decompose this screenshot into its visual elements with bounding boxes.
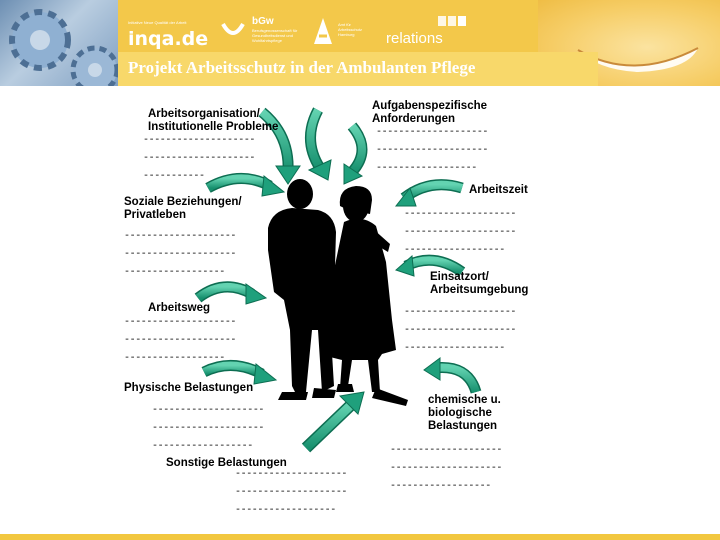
couple-silhouette [268,179,408,406]
dashes-soziale-2: -------------------- [124,249,237,260]
dashes-einsatzort-3: ------------------ [404,343,505,354]
dashes-chemische-2: -------------------- [390,463,503,474]
arrow-soziale [208,176,284,196]
dashes-einsatzort-2: -------------------- [404,325,517,336]
arrow-aufgaben-right [344,126,362,184]
label-arbeitszeit: Arbeitszeit [469,184,528,196]
dashes-physische-3: ------------------ [152,441,253,452]
arrow-aufgaben [309,110,331,180]
dashes-arbeitsorganisation-1: -------------------- [143,135,256,146]
dashes-sonstige-1: -------------------- [235,469,348,480]
arrow-arbeitsweg [198,284,266,304]
dashes-arbeitsweg-1: -------------------- [124,317,237,328]
bgw-logo: bGw [252,16,274,27]
label-chemische: chemische u. biologische Belastungen [428,394,501,432]
dashes-physische-2: -------------------- [152,423,265,434]
dashes-physische-1: -------------------- [152,405,265,416]
label-arbeitsorganisation: Arbeitsorganisation/ Institutionelle Probleme [148,108,279,133]
arrow-physische [204,364,276,384]
bgw-logo-subtitle: Berufsgenossenschaft für Gesundheitsdienst und Wohlfahrtspflege [252,28,298,43]
dashes-aufgaben-1: -------------------- [376,127,489,138]
label-sonstige: Sonstige Belastungen [166,457,287,469]
dashes-arbeitsweg-3: ------------------ [124,353,225,364]
dashes-arbeitsorganisation-3: ----------- [143,171,205,182]
arrow-sonstige [306,392,364,448]
dashes-sonstige-3: ------------------ [235,505,336,516]
dashes-arbeitszeit-3: ------------------ [404,245,505,256]
arrow-chemische [424,358,476,392]
label-arbeitsweg: Arbeitsweg [148,302,210,314]
arrow-arbeitszeit [396,185,462,206]
dashes-sonstige-2: -------------------- [235,487,348,498]
dashes-arbeitszeit-1: -------------------- [404,209,517,220]
footer-bar [0,534,720,540]
dashes-aufgaben-3: ------------------ [376,163,477,174]
dashes-aufgaben-2: -------------------- [376,145,489,156]
page-title: Projekt Arbeitsschutz in der Ambulanten Pflege [128,58,476,77]
relations-logo: relations [386,30,443,47]
dashes-arbeitsweg-2: -------------------- [124,335,237,346]
inqa-logo: inqa.de [128,28,209,50]
dashes-einsatzort-1: -------------------- [404,307,517,318]
label-soziale: Soziale Beziehungen/ Privatleben [124,196,242,221]
amt-logo-text: Amt für Arbeitsschutz Hamburg [338,22,363,37]
dashes-chemische-1: -------------------- [390,445,503,456]
label-aufgaben: Aufgabenspezifische Anforderungen [372,100,488,125]
label-physische: Physische Belastungen [124,382,254,394]
dashes-soziale-3: ------------------ [124,267,225,278]
label-einsatzort: Einsatzort/ Arbeitsumgebung [430,271,529,296]
dashes-chemische-3: ------------------ [390,481,491,492]
dashes-soziale-1: -------------------- [124,231,237,242]
inqa-logo-subtitle: Initiative Neue Qualität der Arbeit [128,20,187,25]
dashes-arbeitszeit-2: -------------------- [404,227,517,238]
dashes-arbeitsorganisation-2: -------------------- [143,153,256,164]
